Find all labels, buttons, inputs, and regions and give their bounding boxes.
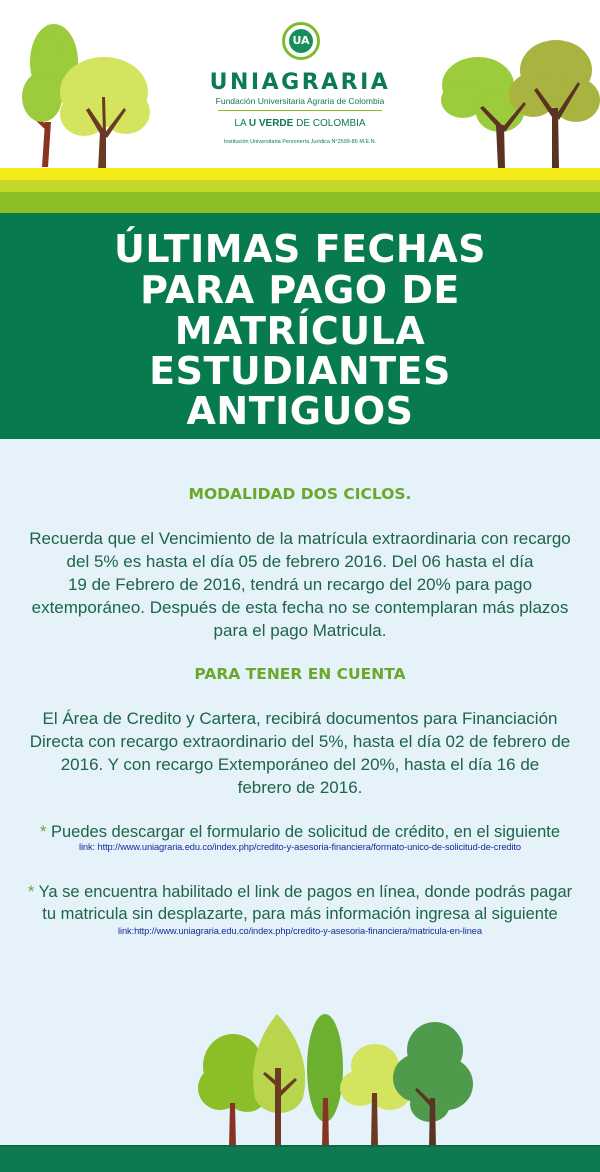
stripe-green bbox=[0, 192, 600, 213]
credit-form-link[interactable]: link: http://www.uniagraria.edu.co/index.php/credito-y-asesoria-financiera/formato-unico-de-solicitud-de-credito bbox=[79, 842, 521, 852]
note-online-payment bbox=[8, 881, 592, 925]
section2-line: El Área de Credito y Cartera, recibirá documentos para Financiación bbox=[42, 709, 558, 728]
title-line-5: ANTIGUOS bbox=[186, 389, 414, 433]
section2-line: 2016. Y con recargo Extemporáneo del 20%, hasta el día 16 de bbox=[60, 755, 540, 774]
tree-bottom-2 bbox=[253, 1014, 305, 1148]
section1-line: para el pago Matricula. bbox=[213, 621, 387, 640]
brand-name: UNIAGRARIA bbox=[209, 70, 391, 95]
trees-right-illustration bbox=[438, 30, 600, 170]
note-text-line-1: Ya se encuentra habilitado el link de pagos en línea, donde podrás pagar bbox=[38, 883, 573, 901]
tree-left-2 bbox=[60, 57, 150, 170]
section1-line: extemporáneo. Después de esta fecha no se contemplaran más plazos bbox=[31, 598, 569, 617]
title-line-2: PARA PAGO DE bbox=[140, 268, 460, 312]
title-line-3: MATRÍCULA bbox=[174, 309, 426, 353]
title-band bbox=[0, 213, 600, 439]
section1-line: 19 de Febrero de 2016, tendrá un recargo del 20% para pago bbox=[67, 575, 533, 594]
section2-line: Directa con recargo extraordinario del 5%, hasta el día 02 de febrero de bbox=[29, 732, 571, 751]
stripe-yellow bbox=[0, 168, 600, 180]
tagline bbox=[200, 118, 400, 129]
legal-notice: Institución Universitaria Personería Jurídica N°2599-86 M.E.N. bbox=[223, 139, 377, 145]
brand-subtitle: Fundación Universitaria Agraria de Colombia bbox=[215, 96, 385, 106]
note-text-line-2: tu matricula sin desplazarte, para más información ingresa al siguiente bbox=[42, 905, 558, 923]
brand-divider bbox=[218, 110, 382, 111]
logo-text: UA bbox=[289, 29, 313, 53]
trees-bottom-illustration bbox=[185, 1008, 475, 1148]
section1-line: del 5% es hasta el día 05 de febrero 2016. Del 06 hasta el día bbox=[66, 552, 534, 571]
section2-paragraph bbox=[14, 707, 586, 799]
section-heading-tener-en-cuenta: PARA TENER EN CUENTA bbox=[194, 665, 406, 683]
note-asterisk: * bbox=[27, 883, 35, 901]
note-text: Puedes descargar el formulario de solicitud de crédito, en el siguiente bbox=[50, 823, 561, 841]
tree-bottom-3 bbox=[307, 1014, 343, 1148]
tree-bottom-5 bbox=[393, 1022, 473, 1148]
tagline-bold: U VERDE bbox=[248, 118, 294, 129]
stripe-lime bbox=[0, 180, 600, 192]
uniagraria-logo bbox=[282, 22, 320, 60]
note-asterisk: * bbox=[39, 823, 47, 841]
section2-line: febrero de 2016. bbox=[237, 778, 363, 797]
title-line-1: ÚLTIMAS FECHAS bbox=[113, 227, 487, 271]
online-payment-link[interactable]: link:http://www.uniagraria.edu.co/index.php/credito-y-asesoria-financiera/matricula-en-linea bbox=[118, 926, 482, 936]
section-heading-modalidad: MODALIDAD DOS CICLOS. bbox=[188, 485, 412, 503]
trees-left-illustration bbox=[14, 22, 164, 172]
tagline-post: DE COLOMBIA bbox=[296, 118, 366, 129]
section1-paragraph bbox=[14, 527, 586, 642]
title-line-4: ESTUDIANTES bbox=[149, 349, 451, 393]
note-credit-form bbox=[8, 821, 592, 843]
tagline-pre: LA bbox=[234, 118, 247, 129]
section1-line: Recuerda que el Vencimiento de la matrícula extraordinaria con recargo bbox=[29, 529, 571, 548]
footer-bar bbox=[0, 1147, 600, 1172]
